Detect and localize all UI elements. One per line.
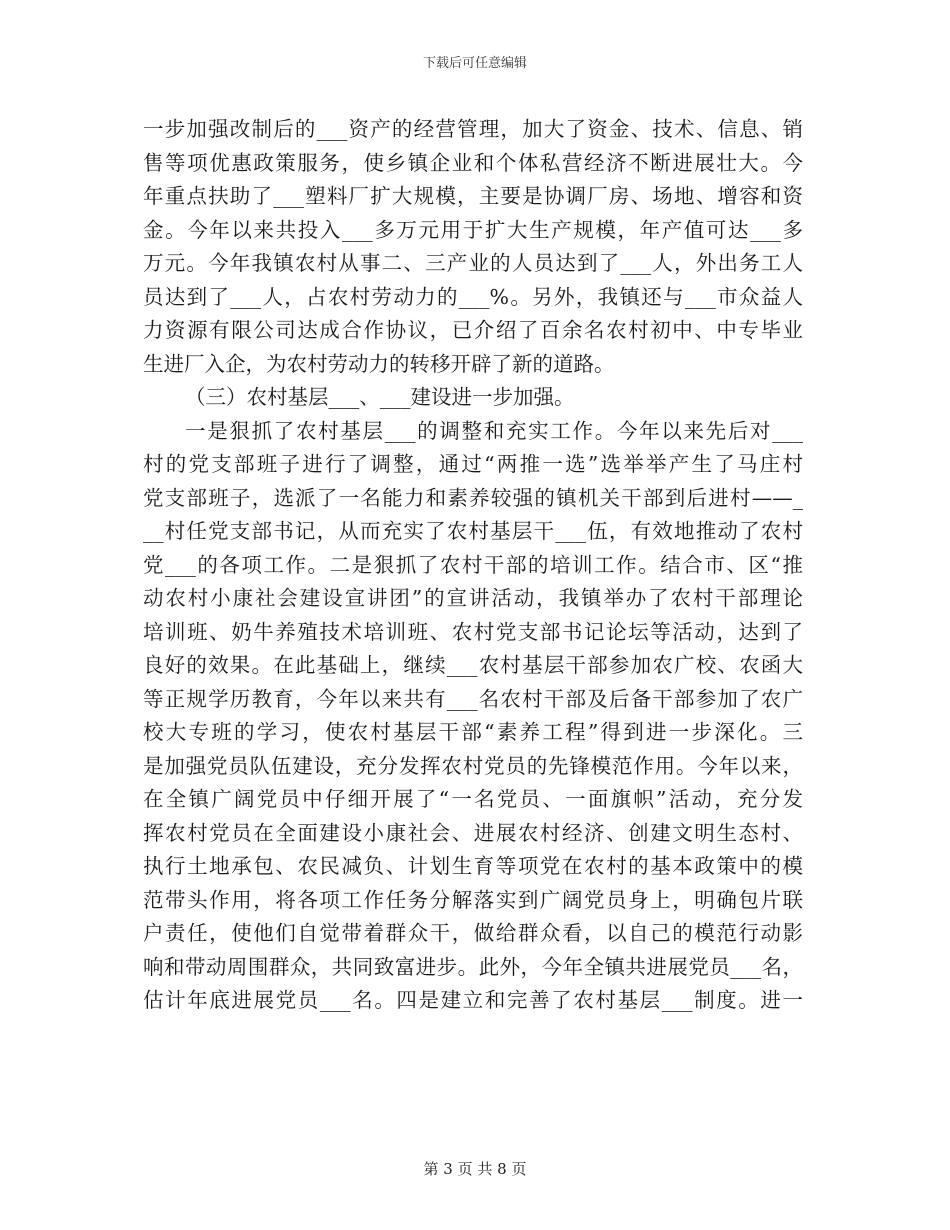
paragraph-3-line-12: 在全镇广阔党员中仔细开展了“一名党员、一面旗帜”活动，充分发: [143, 787, 803, 811]
paragraph-3-line-6: 动农村小康社会建设宣讲团”的宣讲活动，我镇举办了农村干部理论: [143, 586, 803, 610]
paragraph-1-line-6: 员达到了___人，占农村劳动力的___%。另外，我镇还与___市众益人: [143, 284, 803, 309]
paragraph-1-line-5: 万元。今年我镇农村从事二、三产业的人员达到了___人，外出务工人: [143, 251, 803, 275]
paragraph-1-line-4: 金。今年以来共投入___多万元用于扩大生产规模，年产值可达___多: [143, 217, 803, 242]
paragraph-3-line-4: __村任党支部书记，从而充实了农村基层干___伍，有效地推动了农村: [143, 519, 803, 543]
paragraph-1-line-3: 年重点扶助了___塑料厂扩大规模，主要是协调厂房、场地、增容和资: [143, 184, 803, 208]
header-note: 下载后可任意编辑: [422, 56, 527, 71]
paragraph-3-line-15: 范带头作用，将各项工作任务分解落实到广阔党员身上，明确包片联: [143, 887, 803, 912]
paragraph-1-line-2: 售等项优惠政策服务，使乡镇企业和个体私营经济不断进展壮大。今: [143, 150, 803, 175]
paragraph-3-line-17: 响和带动周围群众，共同致富进步。此外，今年全镇共进展党员___名，: [143, 954, 803, 979]
paragraph-3-line-5: 党___的各项工作。二是狠抓了农村干部的培训工作。结合市、区“推: [143, 552, 803, 577]
paragraph-3-line-18: 估计年底进展党员___名。四是建立和完善了农村基层___制度。进一: [143, 988, 803, 1012]
paragraph-3-line-9: 等正规学历教育，今年以来共有___名农村干部及后备干部参加了农广: [143, 686, 803, 711]
paragraph-3-line-16: 户责任，使他们自觉带着群众干，做给群众看，以自己的模范行动影: [143, 921, 803, 945]
page-number: 第 3 页 共 8 页: [423, 1160, 527, 1178]
paragraph-3-line-14: 执行土地承包、农民减负、计划生育等项党在农村的基本政策中的模: [143, 854, 803, 878]
paragraph-3-line-8: 良好的效果。在此基础上，继续___农村基层干部参加农广校、农函大: [143, 653, 803, 677]
paragraph-3-line-13: 挥农村党员在全面建设小康社会、进展农村经济、创建文明生态村、: [143, 820, 803, 845]
paragraph-1-line-1: 一步加强改制后的___资产的经营管理，加大了资金、技术、信息、销: [143, 117, 803, 141]
paragraph-1-line-8: 生进厂入企，为农村劳动力的转移开辟了新的道路。: [143, 351, 615, 376]
paragraph-3-line-3: 党支部班子，选派了一名能力和素养较强的镇机关干部到后进村——_: [143, 485, 803, 510]
paragraph-3-line-10: 校大专班的学习，使农村基层干部“素养工程”得到进一步深化。三: [143, 720, 803, 744]
paragraph-3-line-1: 一是狠抓了农村基层___的调整和充实工作。今年以来先后对___: [185, 418, 803, 443]
document-body: [143, 113, 803, 1018]
paragraph-1-line-7: 力资源有限公司达成合作协议，已介绍了百余名农村初中、中专毕业: [143, 318, 803, 342]
paragraph-3-line-2: 村的党支部班子进行了调整，通过“两推一选”选举举产生了马庄村: [143, 452, 803, 476]
paragraph-2-line-1: （三）农村基层___、___建设进一步加强。: [185, 385, 575, 409]
paragraph-3-line-11: 是加强党员队伍建设，充分发挥农村党员的先锋模范作用。今年以来，: [143, 753, 803, 778]
paragraph-3-line-7: 培训班、奶牛养殖技术培训班、农村党支部书记论坛等活动，达到了: [143, 619, 803, 644]
